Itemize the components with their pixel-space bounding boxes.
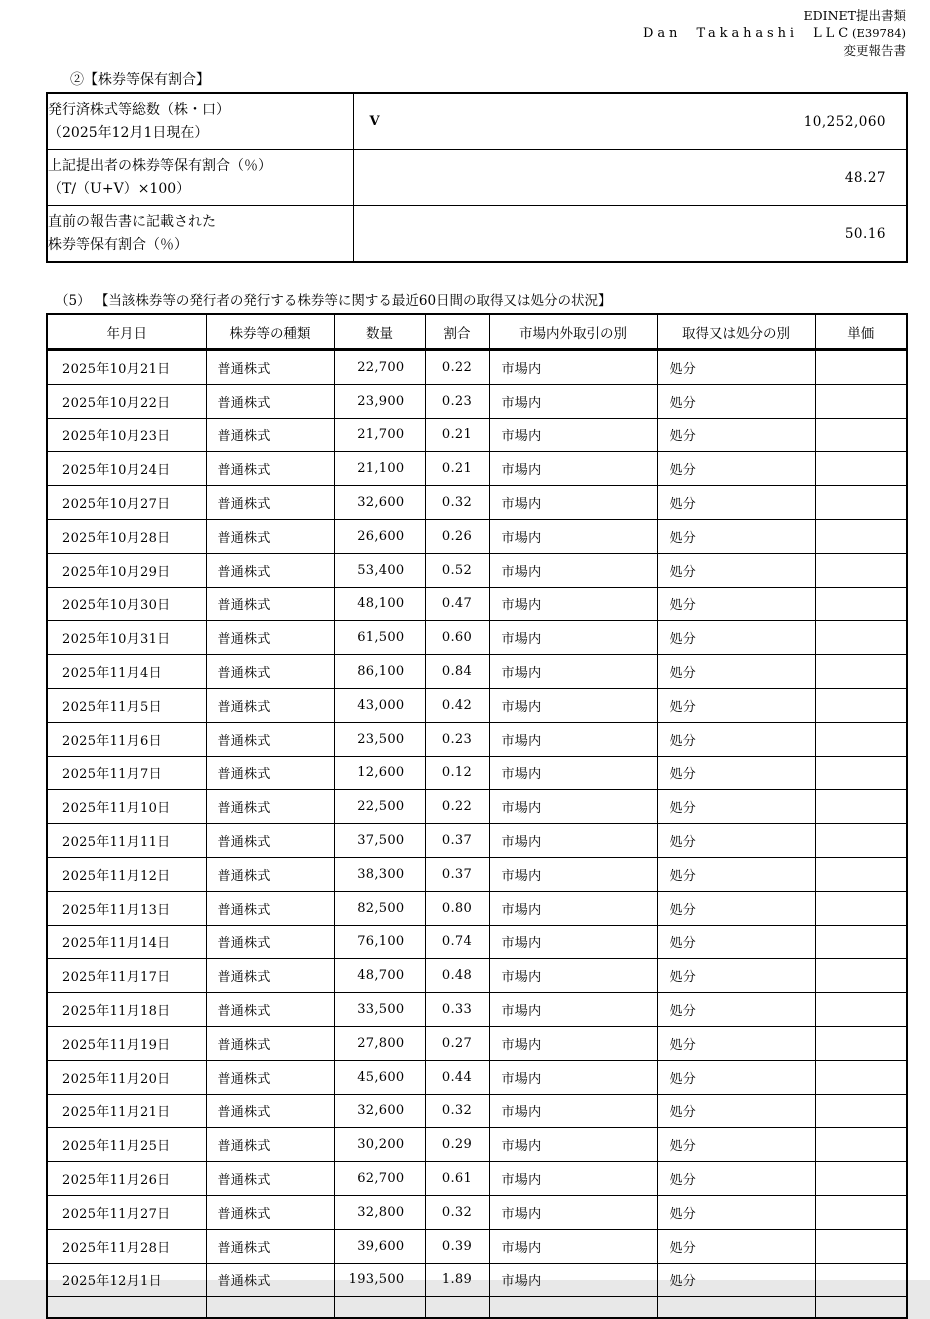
unit-price-cell (815, 1128, 907, 1162)
market-type-cell: 市場内 (489, 925, 657, 959)
quantity-cell: 193,500 (334, 1263, 425, 1297)
security-type-cell: 普通株式 (206, 959, 334, 993)
acquire-dispose-cell: 処分 (657, 925, 815, 959)
acquire-dispose-cell: 処分 (657, 756, 815, 790)
quantity-cell: 26,600 (334, 519, 425, 553)
date-cell: 2025年11月7日 (47, 756, 206, 790)
ratio-value: 48.27 (844, 169, 886, 186)
trade-row (47, 756, 907, 790)
ratio-cell: 0.52 (425, 553, 489, 587)
unit-price-cell (815, 1195, 907, 1229)
security-type-cell: 普通株式 (206, 790, 334, 824)
trade-row (47, 519, 907, 553)
ratio-marker: V (369, 114, 380, 129)
ratio-cell: 0.23 (425, 722, 489, 756)
ratio-cell: 0.84 (425, 655, 489, 689)
date-cell: 2025年11月25日 (47, 1128, 206, 1162)
column-header-unit-price: 単価 (815, 314, 907, 350)
date-cell: 2025年11月11日 (47, 824, 206, 858)
acquire-dispose-cell: 処分 (657, 418, 815, 452)
date-cell: 2025年11月13日 (47, 891, 206, 925)
security-type-cell: 普通株式 (206, 756, 334, 790)
unit-price-cell (815, 993, 907, 1027)
report-type-label: 変更報告書 (843, 43, 906, 58)
empty-cell (425, 1297, 489, 1319)
trade-row (47, 1060, 907, 1094)
quantity-cell: 22,700 (334, 350, 425, 385)
column-header-quantity: 数量 (334, 314, 425, 350)
ratio-table-row (47, 93, 907, 150)
ratio-cell: 0.37 (425, 824, 489, 858)
market-type-cell: 市場内 (489, 1162, 657, 1196)
trades-table-clip-region (46, 313, 930, 1290)
ratio-table (46, 92, 908, 263)
quantity-cell: 22,500 (334, 790, 425, 824)
unit-price-cell (815, 1094, 907, 1128)
ratio-label-line1: 発行済株式等総数（株・口） (48, 101, 230, 118)
section-ratio-title: ②【株券等保有割合】 (70, 72, 210, 88)
market-type-cell: 市場内 (489, 688, 657, 722)
unit-price-cell (815, 688, 907, 722)
acquire-dispose-cell: 処分 (657, 824, 815, 858)
quantity-cell: 38,300 (334, 857, 425, 891)
unit-price-cell (815, 790, 907, 824)
market-type-cell: 市場内 (489, 452, 657, 486)
quantity-cell: 23,900 (334, 384, 425, 418)
column-header-market-type: 市場内外取引の別 (489, 314, 657, 350)
ratio-cell: 0.22 (425, 350, 489, 385)
quantity-cell: 61,500 (334, 621, 425, 655)
empty-cell (815, 1297, 907, 1319)
ratio-row-label (47, 150, 353, 206)
acquire-dispose-cell: 処分 (657, 891, 815, 925)
date-cell: 2025年11月27日 (47, 1195, 206, 1229)
security-type-cell: 普通株式 (206, 1229, 334, 1263)
trade-row (47, 857, 907, 891)
market-type-cell: 市場内 (489, 587, 657, 621)
acquire-dispose-cell: 処分 (657, 621, 815, 655)
acquire-dispose-cell: 処分 (657, 452, 815, 486)
date-cell: 2025年10月21日 (47, 350, 206, 385)
ratio-cell: 0.22 (425, 790, 489, 824)
acquire-dispose-cell: 処分 (657, 1195, 815, 1229)
empty-cell (489, 1297, 657, 1319)
market-type-cell: 市場内 (489, 993, 657, 1027)
unit-price-cell (815, 418, 907, 452)
ratio-cell: 0.33 (425, 993, 489, 1027)
security-type-cell: 普通株式 (206, 1195, 334, 1229)
unit-price-cell (815, 1060, 907, 1094)
ratio-label-line2: 株券等保有割合（％） (48, 236, 188, 253)
unit-price-cell (815, 891, 907, 925)
acquire-dispose-cell: 処分 (657, 790, 815, 824)
ratio-label-line1: 上記提出者の株券等保有割合（％） (48, 157, 272, 174)
filer-code: (E39784) (852, 26, 906, 40)
trade-row (47, 452, 907, 486)
acquire-dispose-cell: 処分 (657, 1026, 815, 1060)
ratio-cell: 0.37 (425, 857, 489, 891)
column-header-acquire-dispose: 取得又は処分の別 (657, 314, 815, 350)
quantity-cell: 39,600 (334, 1229, 425, 1263)
quantity-cell: 21,700 (334, 418, 425, 452)
trade-row (47, 722, 907, 756)
date-cell: 2025年10月23日 (47, 418, 206, 452)
trade-row (47, 350, 907, 385)
trade-row (47, 1263, 907, 1297)
unit-price-cell (815, 587, 907, 621)
security-type-cell: 普通株式 (206, 993, 334, 1027)
unit-price-cell (815, 722, 907, 756)
unit-price-cell (815, 1162, 907, 1196)
unit-price-cell (815, 1026, 907, 1060)
ratio-cell: 1.89 (425, 1263, 489, 1297)
market-type-cell: 市場内 (489, 790, 657, 824)
date-cell: 2025年10月27日 (47, 486, 206, 520)
market-type-cell: 市場内 (489, 1229, 657, 1263)
column-header-security-type: 株券等の種類 (206, 314, 334, 350)
date-cell: 2025年10月28日 (47, 519, 206, 553)
trade-row (47, 1195, 907, 1229)
date-cell: 2025年11月5日 (47, 688, 206, 722)
acquire-dispose-cell: 処分 (657, 553, 815, 587)
date-cell: 2025年11月6日 (47, 722, 206, 756)
unit-price-cell (815, 621, 907, 655)
ratio-label-line1: 直前の報告書に記載された (48, 213, 216, 230)
security-type-cell: 普通株式 (206, 1094, 334, 1128)
trade-row (47, 1026, 907, 1060)
ratio-cell: 0.48 (425, 959, 489, 993)
filer-name: Dan Takahashi LLC (643, 26, 853, 41)
date-cell: 2025年11月28日 (47, 1229, 206, 1263)
market-type-cell: 市場内 (489, 350, 657, 385)
security-type-cell: 普通株式 (206, 486, 334, 520)
security-type-cell: 普通株式 (206, 1162, 334, 1196)
ratio-cell: 0.21 (425, 452, 489, 486)
unit-price-cell (815, 925, 907, 959)
trades-header-row (47, 314, 907, 350)
unit-price-cell (815, 1229, 907, 1263)
date-cell: 2025年12月1日 (47, 1263, 206, 1297)
acquire-dispose-cell: 処分 (657, 722, 815, 756)
acquire-dispose-cell: 処分 (657, 857, 815, 891)
quantity-cell: 37,500 (334, 824, 425, 858)
quantity-cell: 23,500 (334, 722, 425, 756)
trade-row (47, 418, 907, 452)
column-header-date: 年月日 (47, 314, 206, 350)
market-type-cell: 市場内 (489, 621, 657, 655)
acquire-dispose-cell: 処分 (657, 384, 815, 418)
market-type-cell: 市場内 (489, 1094, 657, 1128)
ratio-cell: 0.32 (425, 1195, 489, 1229)
trade-row (47, 1128, 907, 1162)
trade-row (47, 824, 907, 858)
date-cell: 2025年10月30日 (47, 587, 206, 621)
date-cell: 2025年10月31日 (47, 621, 206, 655)
quantity-cell: 33,500 (334, 993, 425, 1027)
unit-price-cell (815, 486, 907, 520)
trade-row (47, 384, 907, 418)
ratio-row-label (47, 206, 353, 263)
quantity-cell: 32,600 (334, 1094, 425, 1128)
security-type-cell: 普通株式 (206, 384, 334, 418)
security-type-cell: 普通株式 (206, 350, 334, 385)
unit-price-cell (815, 350, 907, 385)
date-cell: 2025年11月20日 (47, 1060, 206, 1094)
acquire-dispose-cell: 処分 (657, 688, 815, 722)
market-type-cell: 市場内 (489, 1128, 657, 1162)
date-cell: 2025年11月10日 (47, 790, 206, 824)
ratio-row-label (47, 93, 353, 150)
unit-price-cell (815, 857, 907, 891)
market-type-cell: 市場内 (489, 519, 657, 553)
ratio-cell: 0.61 (425, 1162, 489, 1196)
date-cell: 2025年11月17日 (47, 959, 206, 993)
ratio-table-row (47, 150, 907, 206)
date-cell: 2025年10月29日 (47, 553, 206, 587)
trade-row (47, 688, 907, 722)
ratio-cell: 0.74 (425, 925, 489, 959)
ratio-cell: 0.27 (425, 1026, 489, 1060)
unit-price-cell (815, 959, 907, 993)
ratio-row-value-cell (353, 93, 907, 150)
unit-price-cell (815, 519, 907, 553)
market-type-cell: 市場内 (489, 1263, 657, 1297)
trade-row (47, 993, 907, 1027)
ratio-label-line2: （2025年12月1日現在） (48, 124, 209, 141)
ratio-cell: 0.12 (425, 756, 489, 790)
security-type-cell: 普通株式 (206, 553, 334, 587)
security-type-cell: 普通株式 (206, 1263, 334, 1297)
market-type-cell: 市場内 (489, 1195, 657, 1229)
quantity-cell: 27,800 (334, 1026, 425, 1060)
date-cell: 2025年10月22日 (47, 384, 206, 418)
trade-row (47, 790, 907, 824)
ratio-cell: 0.26 (425, 519, 489, 553)
quantity-cell: 45,600 (334, 1060, 425, 1094)
unit-price-cell (815, 553, 907, 587)
security-type-cell: 普通株式 (206, 891, 334, 925)
ratio-row-value-cell (353, 206, 907, 263)
acquire-dispose-cell: 処分 (657, 993, 815, 1027)
acquire-dispose-cell: 処分 (657, 1263, 815, 1297)
security-type-cell: 普通株式 (206, 418, 334, 452)
acquire-dispose-cell: 処分 (657, 1060, 815, 1094)
security-type-cell: 普通株式 (206, 722, 334, 756)
market-type-cell: 市場内 (489, 384, 657, 418)
ratio-row-value-cell (353, 150, 907, 206)
trade-row (47, 655, 907, 689)
acquire-dispose-cell: 処分 (657, 587, 815, 621)
date-cell: 2025年10月24日 (47, 452, 206, 486)
date-cell: 2025年11月4日 (47, 655, 206, 689)
market-type-cell: 市場内 (489, 824, 657, 858)
acquire-dispose-cell: 処分 (657, 486, 815, 520)
market-type-cell: 市場内 (489, 553, 657, 587)
clipped-partial-row (47, 1297, 907, 1319)
acquire-dispose-cell: 処分 (657, 1229, 815, 1263)
trade-row (47, 1162, 907, 1196)
quantity-cell: 21,100 (334, 452, 425, 486)
quantity-cell: 53,400 (334, 553, 425, 587)
acquire-dispose-cell: 処分 (657, 959, 815, 993)
market-type-cell: 市場内 (489, 1026, 657, 1060)
quantity-cell: 82,500 (334, 891, 425, 925)
trade-row (47, 587, 907, 621)
market-type-cell: 市場内 (489, 857, 657, 891)
security-type-cell: 普通株式 (206, 1128, 334, 1162)
quantity-cell: 32,800 (334, 1195, 425, 1229)
acquire-dispose-cell: 処分 (657, 350, 815, 385)
date-cell: 2025年11月19日 (47, 1026, 206, 1060)
security-type-cell: 普通株式 (206, 688, 334, 722)
column-header-ratio: 割合 (425, 314, 489, 350)
acquire-dispose-cell: 処分 (657, 1162, 815, 1196)
empty-cell (334, 1297, 425, 1319)
date-cell: 2025年11月18日 (47, 993, 206, 1027)
document-header (0, 0, 930, 59)
ratio-cell: 0.60 (425, 621, 489, 655)
trade-row (47, 486, 907, 520)
unit-price-cell (815, 384, 907, 418)
market-type-cell: 市場内 (489, 756, 657, 790)
ratio-label-line2: （T/（U+V）×100） (48, 180, 191, 197)
ratio-cell: 0.32 (425, 486, 489, 520)
date-cell: 2025年11月26日 (47, 1162, 206, 1196)
acquire-dispose-cell: 処分 (657, 519, 815, 553)
security-type-cell: 普通株式 (206, 925, 334, 959)
trade-row (47, 925, 907, 959)
quantity-cell: 30,200 (334, 1128, 425, 1162)
ratio-table-row (47, 206, 907, 263)
trade-row (47, 1229, 907, 1263)
quantity-cell: 43,000 (334, 688, 425, 722)
empty-cell (47, 1297, 206, 1319)
trades-table (46, 313, 908, 1319)
unit-price-cell (815, 452, 907, 486)
security-type-cell: 普通株式 (206, 1026, 334, 1060)
trade-row (47, 959, 907, 993)
security-type-cell: 普通株式 (206, 452, 334, 486)
filer-line (0, 24, 906, 42)
quantity-cell: 48,100 (334, 587, 425, 621)
market-type-cell: 市場内 (489, 1060, 657, 1094)
market-type-cell: 市場内 (489, 722, 657, 756)
ratio-cell: 0.80 (425, 891, 489, 925)
acquire-dispose-cell: 処分 (657, 1094, 815, 1128)
unit-price-cell (815, 1263, 907, 1297)
security-type-cell: 普通株式 (206, 824, 334, 858)
quantity-cell: 12,600 (334, 756, 425, 790)
ratio-value: 50.16 (844, 225, 886, 242)
quantity-cell: 32,600 (334, 486, 425, 520)
acquire-dispose-cell: 処分 (657, 1128, 815, 1162)
market-type-cell: 市場内 (489, 486, 657, 520)
date-cell: 2025年11月21日 (47, 1094, 206, 1128)
quantity-cell: 76,100 (334, 925, 425, 959)
security-type-cell: 普通株式 (206, 519, 334, 553)
doc-type-label: EDINET提出書類 (803, 8, 906, 23)
ratio-cell: 0.39 (425, 1229, 489, 1263)
quantity-cell: 48,700 (334, 959, 425, 993)
trade-row (47, 621, 907, 655)
acquire-dispose-cell: 処分 (657, 655, 815, 689)
date-cell: 2025年11月12日 (47, 857, 206, 891)
trade-row (47, 891, 907, 925)
security-type-cell: 普通株式 (206, 655, 334, 689)
ratio-value: 10,252,060 (803, 113, 886, 130)
quantity-cell: 86,100 (334, 655, 425, 689)
market-type-cell: 市場内 (489, 959, 657, 993)
date-cell: 2025年11月14日 (47, 925, 206, 959)
empty-cell (657, 1297, 815, 1319)
ratio-cell: 0.47 (425, 587, 489, 621)
ratio-cell: 0.29 (425, 1128, 489, 1162)
market-type-cell: 市場内 (489, 418, 657, 452)
market-type-cell: 市場内 (489, 891, 657, 925)
security-type-cell: 普通株式 (206, 857, 334, 891)
section-trades-title: （5） 【当該株券等の発行者の発行する株券等に関する最近60日間の取得又は処分の状況】 (55, 293, 612, 309)
trade-row (47, 1094, 907, 1128)
unit-price-cell (815, 756, 907, 790)
market-type-cell: 市場内 (489, 655, 657, 689)
ratio-cell: 0.23 (425, 384, 489, 418)
ratio-cell: 0.21 (425, 418, 489, 452)
empty-cell (206, 1297, 334, 1319)
ratio-cell: 0.42 (425, 688, 489, 722)
ratio-cell: 0.44 (425, 1060, 489, 1094)
unit-price-cell (815, 824, 907, 858)
unit-price-cell (815, 655, 907, 689)
security-type-cell: 普通株式 (206, 621, 334, 655)
security-type-cell: 普通株式 (206, 1060, 334, 1094)
trade-row (47, 553, 907, 587)
quantity-cell: 62,700 (334, 1162, 425, 1196)
ratio-cell: 0.32 (425, 1094, 489, 1128)
security-type-cell: 普通株式 (206, 587, 334, 621)
